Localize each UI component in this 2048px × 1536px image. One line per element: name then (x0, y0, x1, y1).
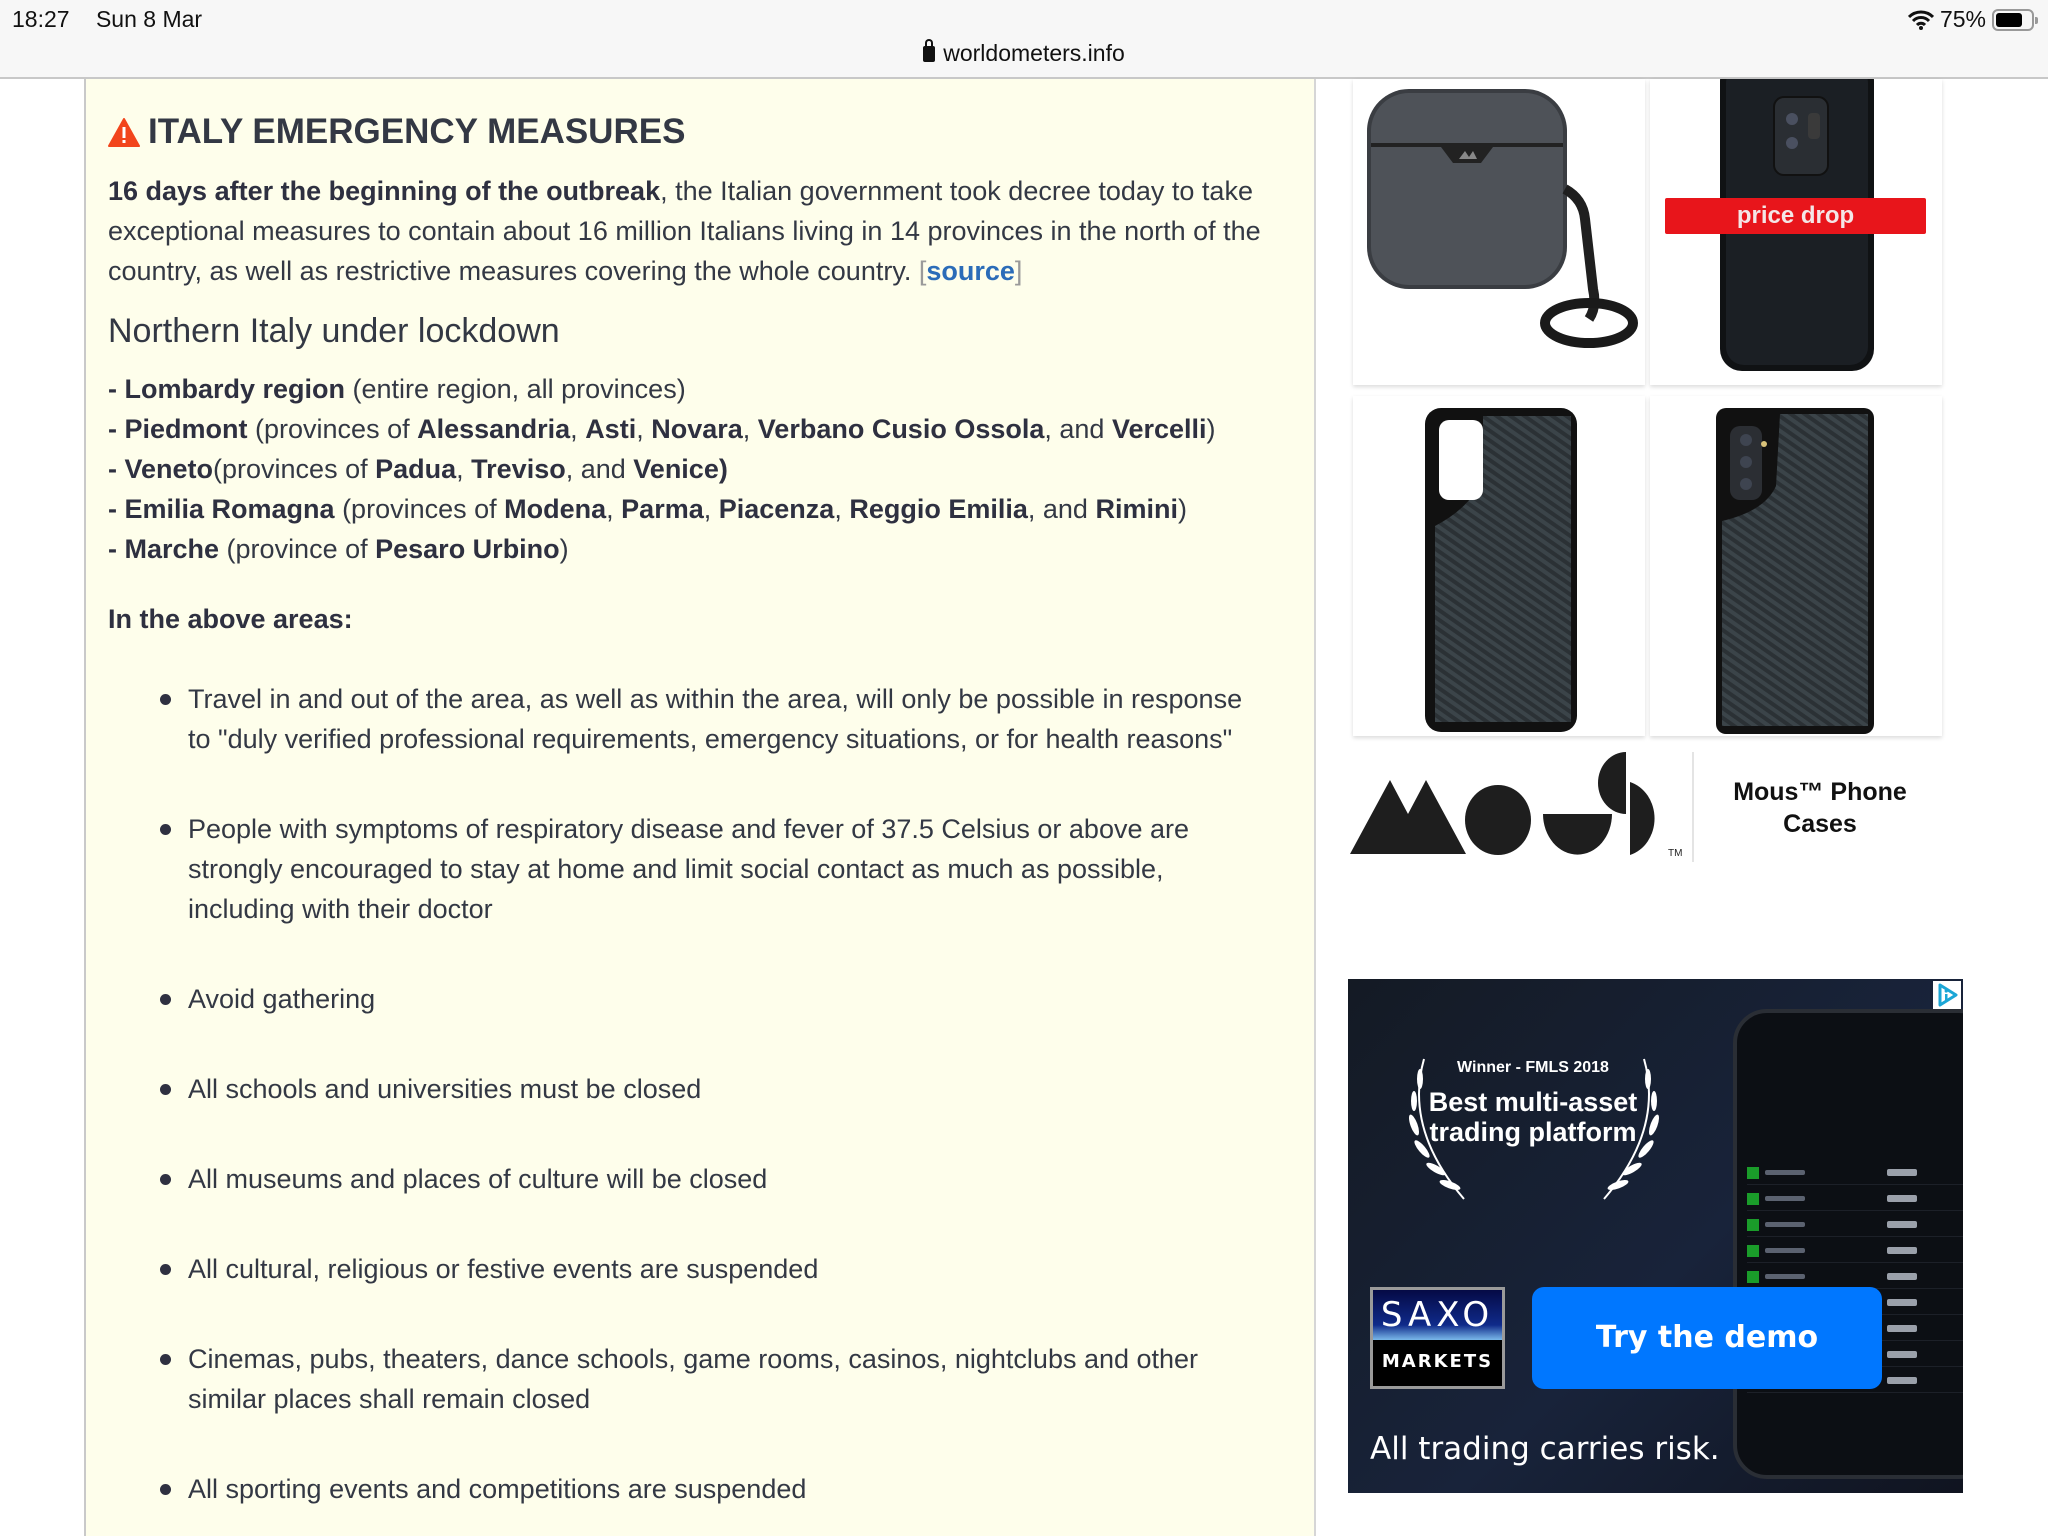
source-citation (919, 256, 1023, 286)
region-text: , (606, 494, 622, 524)
phone-watchlist-row (1747, 1241, 1963, 1263)
measure-item: Avoid gathering (154, 979, 1264, 1019)
region-text: , (703, 494, 719, 524)
status-time: 18:27 (12, 6, 70, 32)
instrument-placeholder (1765, 1196, 1805, 1201)
measures-list (108, 679, 1294, 1509)
instrument-placeholder (1765, 1170, 1805, 1175)
price-placeholder (1887, 1221, 1917, 1228)
region-text: (provinces of (334, 494, 505, 524)
region-name: Piedmont (124, 414, 248, 444)
phone-watchlist-row (1747, 1215, 1963, 1237)
measure-item: People with symptoms of respiratory disease and fever of 37.5 Celsius or above are strongly encouraged to stay at home and limit social contact as much as possible, including with their doctor (154, 809, 1264, 929)
measure-item: Travel in and out of the area, as well as within the area, will only be possible in response to "duly verified professional requirements, emergency situations, or for health reasons" (154, 679, 1264, 759)
regions-list (108, 369, 1294, 569)
region-name: Marche (124, 534, 220, 564)
s20-case-image (1353, 396, 1645, 736)
region-text: , (742, 414, 758, 444)
region-dash: - (108, 374, 125, 404)
region-name: Padua (375, 454, 457, 484)
url-text[interactable]: worldometers.info (943, 40, 1125, 66)
saxo-logo-top: SAXO (1373, 1290, 1502, 1340)
region-text: (entire region, all provinces) (345, 374, 686, 404)
region-name: Parma (621, 494, 704, 524)
price-placeholder (1887, 1247, 1917, 1254)
region-item (108, 369, 1294, 409)
measure-item: Cinemas, pubs, theaters, dance schools, game rooms, casinos, nightclubs and other similar places shall remain closed (154, 1339, 1264, 1419)
region-text: ) (559, 534, 569, 564)
region-text: , and (565, 454, 634, 484)
fx-badge (1747, 1167, 1759, 1179)
price-placeholder (1887, 1169, 1917, 1176)
award-title: Best multi-asset trading platform (1428, 1087, 1638, 1147)
region-text: , (456, 454, 472, 484)
region-name: Rimini (1095, 494, 1178, 524)
note10-case-image (1650, 396, 1942, 736)
price-drop-badge: price drop (1665, 198, 1926, 234)
measure-item: All cultural, religious or festive events are suspended (154, 1249, 1264, 1289)
region-text: (provinces of (213, 454, 376, 484)
article-title-text: ITALY EMERGENCY MEASURES (148, 112, 686, 151)
award-caption: Winner - FMLS 2018 (1457, 1059, 1609, 1076)
region-item (108, 409, 1294, 449)
region-dash: - (108, 454, 125, 484)
source-link[interactable]: source (926, 256, 1015, 286)
region-name: Lombardy region (124, 374, 346, 404)
region-name: Emilia Romagna (124, 494, 335, 524)
region-text: (provinces of (247, 414, 418, 444)
product-s20-case[interactable] (1353, 396, 1645, 736)
region-item (108, 449, 1294, 489)
areas-heading: In the above areas: (108, 604, 353, 634)
phone-mockup (1733, 1009, 1963, 1479)
region-text: ) (1206, 414, 1216, 444)
status-date: Sun 8 Mar (95, 6, 203, 32)
intro-paragraph (108, 171, 1294, 291)
airpods-case-image (1353, 79, 1645, 385)
lock-icon (923, 46, 935, 62)
region-name: Novara (651, 414, 743, 444)
price-placeholder (1887, 1377, 1917, 1384)
measure-item: All museums and places of culture will be closed (154, 1159, 1264, 1199)
measure-item: All schools and universities must be closed (154, 1069, 1264, 1109)
region-name: Alessandria (417, 414, 571, 444)
region-name: Asti (585, 414, 637, 444)
product-galaxy-case[interactable] (1650, 79, 1942, 385)
phone-watchlist-row (1747, 1189, 1963, 1211)
warning-icon (108, 117, 140, 147)
region-name: Reggio Emilia (849, 494, 1028, 524)
region-text: , and (1027, 494, 1096, 524)
mous-ad-label[interactable]: Mous™ Phone Cases (1733, 778, 1907, 838)
price-placeholder (1887, 1273, 1917, 1280)
intro-bold: 16 days after the beginning of the outbreak (108, 176, 661, 206)
region-text: ) (1177, 494, 1187, 524)
product-airpods-case[interactable] (1353, 79, 1645, 385)
fx-badge (1747, 1219, 1759, 1231)
fx-badge (1747, 1193, 1759, 1205)
price-placeholder (1887, 1299, 1917, 1306)
phone-watchlist-row (1747, 1267, 1963, 1289)
battery-icon (1992, 9, 2034, 31)
source-bracket-close: ] (1014, 256, 1023, 286)
region-text: , (834, 494, 850, 524)
region-text: (province of (219, 534, 376, 564)
saxo-logo-bottom: MARKETS (1381, 1351, 1494, 1372)
risk-disclaimer: All trading carries risk. (1370, 1431, 1720, 1467)
wifi-icon (1908, 10, 1934, 30)
price-placeholder (1887, 1351, 1917, 1358)
price-placeholder (1887, 1195, 1917, 1202)
region-name: Venice) (633, 454, 728, 484)
region-name: Piacenza (718, 494, 835, 524)
saxo-markets-logo (1370, 1287, 1505, 1389)
mous-trademark: TM (1668, 848, 1683, 859)
product-note10-case[interactable] (1650, 396, 1942, 736)
price-placeholder (1887, 1325, 1917, 1332)
region-name: Veneto (124, 454, 214, 484)
intro-text: , the Italian government took decree today to take exceptional measures to contain about 16 million Italians living in 14 provinces in the north of the country, as well as restrictive measures covering the whole country. (108, 176, 1261, 286)
instrument-placeholder (1765, 1274, 1805, 1279)
address-bar[interactable] (0, 40, 2048, 67)
phone-watchlist-row (1747, 1163, 1963, 1185)
region-name: Verbano Cusio Ossola (757, 414, 1045, 444)
article-panel (84, 79, 1316, 1536)
region-text: , (570, 414, 586, 444)
mous-logo (1350, 752, 1690, 862)
try-demo-button[interactable]: Try the demo (1532, 1287, 1882, 1389)
battery-percent: 75% (1939, 6, 1986, 32)
region-dash: - (108, 494, 125, 524)
fx-badge (1747, 1271, 1759, 1283)
region-item (108, 529, 1294, 569)
region-text: , (636, 414, 652, 444)
region-text: , and (1044, 414, 1112, 444)
saxo-ad[interactable] (1348, 979, 1963, 1493)
lockdown-heading: Northern Italy under lockdown (108, 312, 560, 350)
browser-chrome (0, 0, 2048, 79)
region-name: Vercelli (1111, 414, 1207, 444)
region-name: Treviso (471, 454, 566, 484)
region-dash: - (108, 534, 125, 564)
article-title (108, 107, 1294, 157)
mous-divider (1692, 752, 1694, 862)
battery-level (1996, 13, 2022, 27)
instrument-placeholder (1765, 1248, 1805, 1253)
instrument-placeholder (1765, 1222, 1805, 1227)
status-bar-left (12, 6, 222, 33)
region-name: Modena (504, 494, 607, 524)
source-bracket-open: [ (918, 256, 927, 286)
status-bar-right (1908, 6, 2034, 33)
adchoices-icon[interactable] (1933, 981, 1961, 1009)
measure-item: All sporting events and competitions are suspended (154, 1469, 1264, 1509)
region-dash: - (108, 414, 125, 444)
region-item (108, 489, 1294, 529)
fx-badge (1747, 1245, 1759, 1257)
region-name: Pesaro Urbino (375, 534, 560, 564)
